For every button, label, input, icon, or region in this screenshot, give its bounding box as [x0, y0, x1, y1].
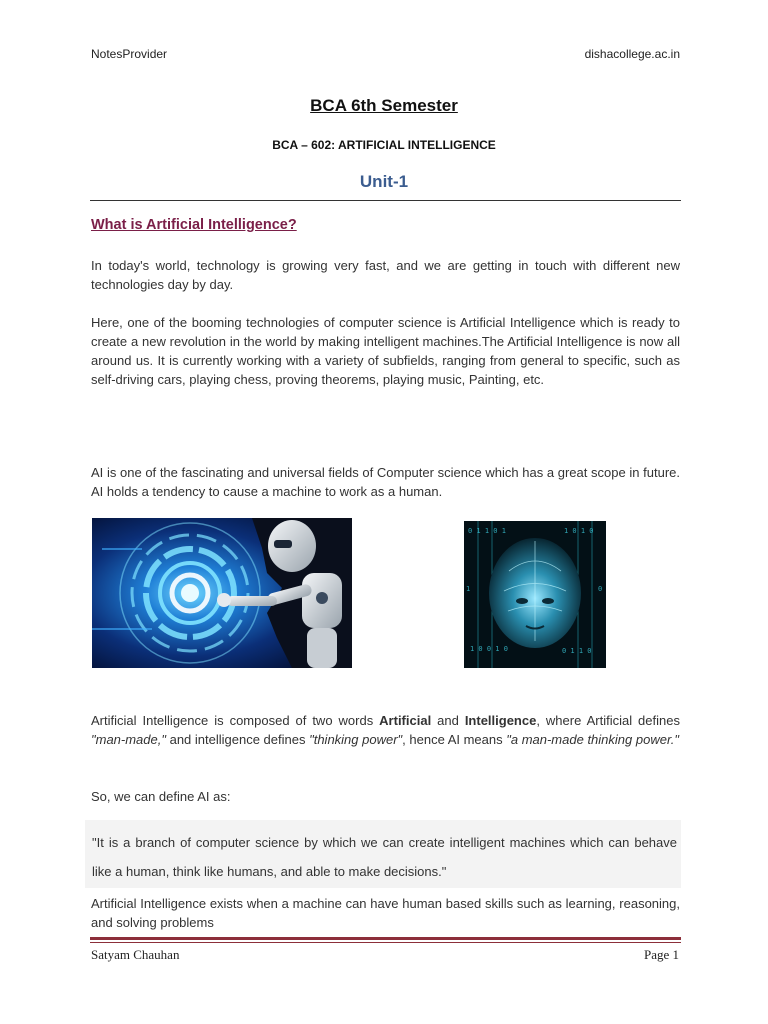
header-left-text: NotesProvider	[91, 47, 168, 61]
p4-text-3: , where Artificial defines	[536, 713, 680, 728]
svg-text:0 1 1 0: 0 1 1 0	[562, 647, 592, 655]
unit-divider	[90, 200, 681, 201]
unit-heading: Unit-1	[359, 172, 409, 191]
paragraph-ai-exists: Artificial Intelligence exists when a machine can have human based skills such as learning, reasoning, and solving problems	[91, 896, 680, 930]
p4-text-4: and intelligence defines	[165, 732, 310, 747]
page-title: BCA 6th Semester	[310, 96, 458, 115]
footer-divider-thin	[90, 942, 681, 943]
p4-text-1: Artificial Intelligence is composed of two words	[91, 713, 380, 728]
paragraph-define-ai: So, we can define AI as:	[91, 789, 231, 804]
section-heading: What is Artificial Intelligence?	[91, 217, 297, 233]
course-subtitle: BCA – 602: ARTIFICIAL INTELLIGENCE	[272, 138, 496, 152]
paragraph-intro: In today's world, technology is growing very fast, and we are getting in touch with different new technologies day by day.	[91, 258, 680, 292]
p4-text-5: , hence AI means	[402, 732, 507, 747]
svg-text:0: 0	[598, 585, 603, 593]
p4-italic-thinking-power: "thinking power"	[309, 732, 403, 747]
svg-text:1 0 0 1 0: 1 0 0 1 0	[470, 645, 508, 653]
footer-author: Satyam Chauhan	[91, 947, 180, 962]
p4-bold-artificial: Artificial	[379, 713, 432, 728]
paragraph-ai-fields: AI is one of the fascinating and universal fields of Computer science which has a great scope in future. AI holds a tendency to cause a machine to work as a human.	[91, 465, 680, 499]
p4-italic-meaning: "a man-made thinking power."	[506, 732, 680, 747]
p4-bold-intelligence: Intelligence	[464, 713, 537, 728]
paragraph-booming-tech: Here, one of the booming technologies of computer science is Artificial Intelligence which is ready to create a new revolution in the world by making intelligent machines.The Artificial Intelligence is now all around us. It is currently working with a variety of subfields, ranging from general to specific, such as self-driving cars, playing chess, proving theorems, playing music, Painting, etc.	[91, 315, 680, 387]
p4-text-2: and	[431, 713, 465, 728]
definition-quote-text: "It is a branch of computer science by which we can create intelligent machines which can behave like a human, think like humans, and able to make decisions."	[92, 835, 677, 879]
brain-image	[464, 521, 606, 668]
footer-divider-thick	[90, 937, 681, 940]
paragraph-ai-definition-words	[91, 711, 680, 749]
robot-image	[92, 518, 352, 668]
header-right-text: dishacollege.ac.in	[584, 47, 680, 61]
svg-text:1: 1	[466, 585, 471, 593]
footer-page-number: Page 1	[643, 947, 679, 962]
definition-quote-box	[85, 820, 681, 888]
svg-text:1 0 1 0: 1 0 1 0	[564, 527, 594, 535]
svg-text:0 1 1 0 1: 0 1 1 0 1	[468, 527, 506, 535]
p4-italic-man-made: "man-made,"	[91, 732, 166, 747]
